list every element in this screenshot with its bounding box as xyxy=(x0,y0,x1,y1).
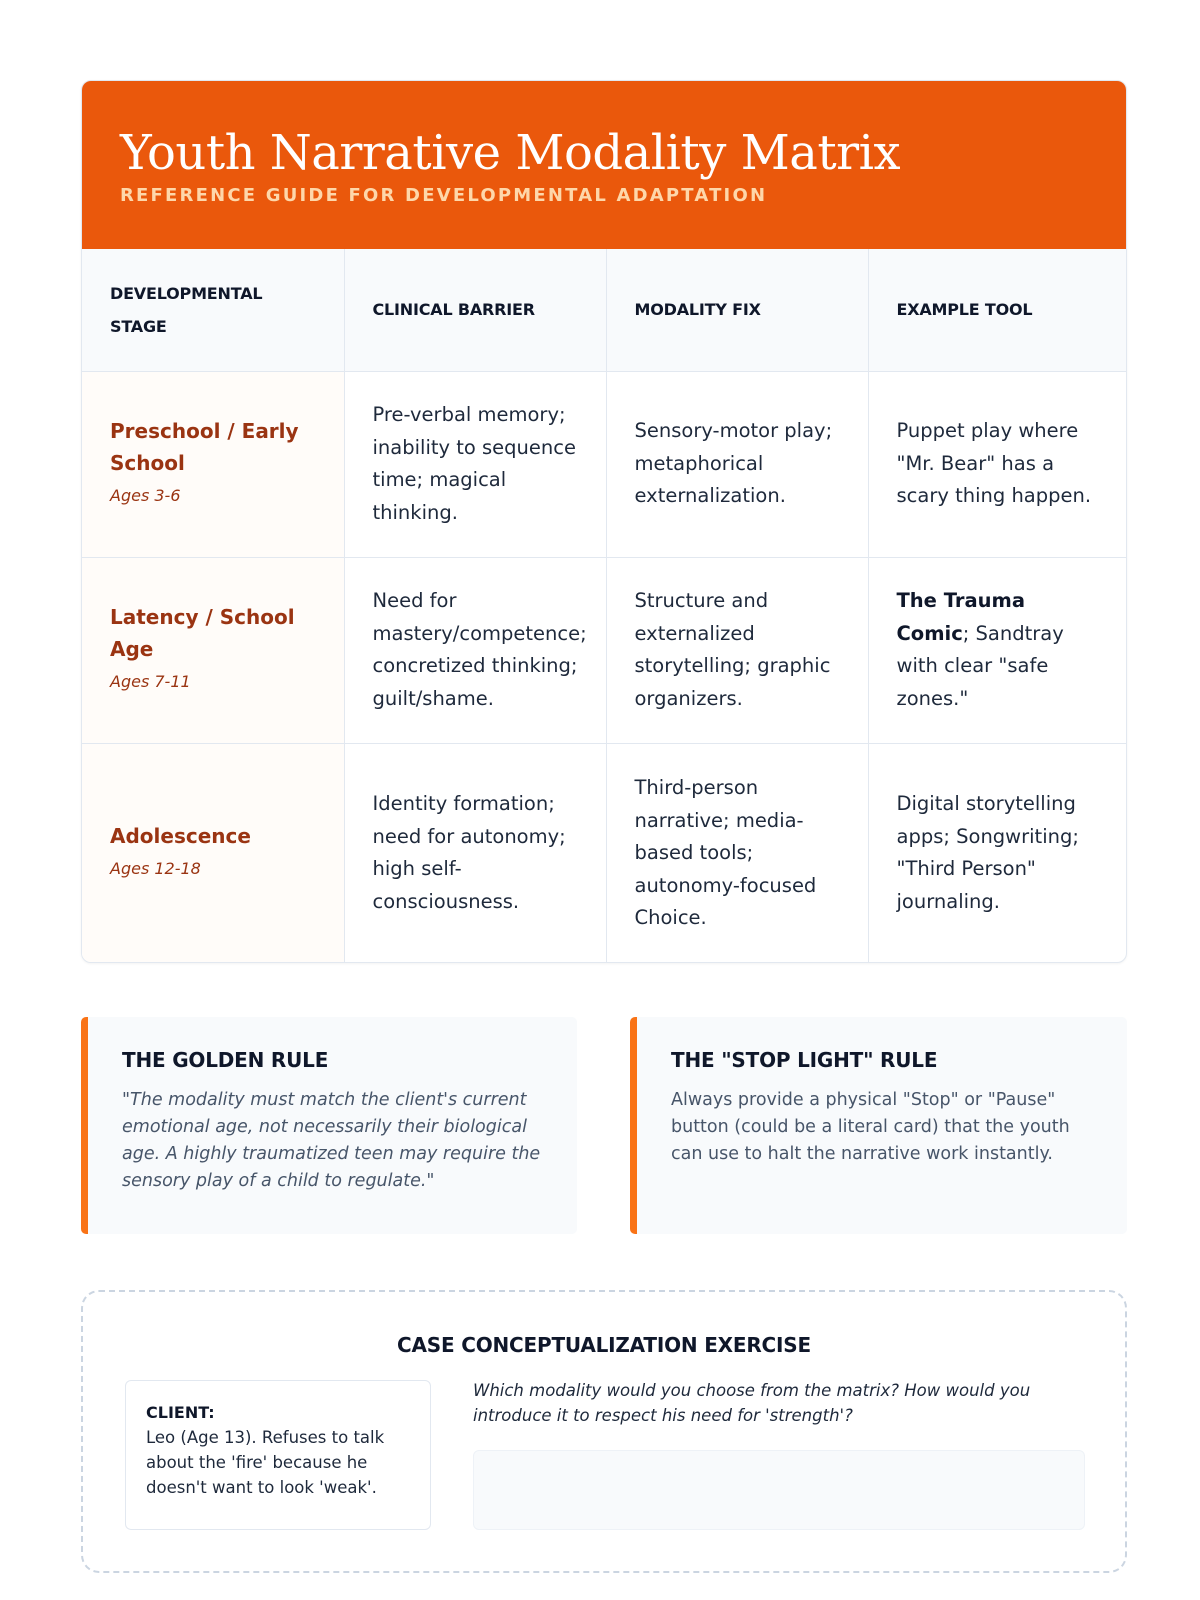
client-card xyxy=(125,1380,431,1530)
stop-light-rule-box xyxy=(630,1017,1127,1234)
tool-cell xyxy=(868,557,1127,743)
stage-cell xyxy=(82,371,344,557)
stage-name: Latency / School Age xyxy=(110,605,295,661)
stage-ages: Ages 3-6 xyxy=(110,486,181,505)
fix-cell: Structure and externalized storytelling; graphic organizers. xyxy=(606,557,868,743)
barrier-cell: Need for mastery/competence; concretized thinking; guilt/shame. xyxy=(344,557,606,743)
golden-rule-heading: THE GOLDEN RULE xyxy=(122,1048,329,1072)
page-title: Youth Narrative Modality Matrix xyxy=(120,125,901,181)
stage-name: Preschool / Early School xyxy=(110,419,299,475)
matrix-header xyxy=(82,81,1126,249)
answer-input[interactable] xyxy=(473,1450,1085,1530)
stage-name: Adolescence xyxy=(110,824,251,849)
golden-rule-box xyxy=(81,1017,577,1234)
stage-cell xyxy=(82,557,344,743)
tool-text: Puppet play where "Mr. Bear" has a scary thing happen. xyxy=(896,419,1092,508)
tool-cell xyxy=(868,743,1127,963)
fix-cell: Third-person narrative; media-based tools; autonomy-focused Choice. xyxy=(606,743,868,963)
client-description: Leo (Age 13). Refuses to talk about the 'fire' because he doesn't want to look 'weak'. xyxy=(146,1428,385,1497)
page-subtitle: REFERENCE GUIDE FOR DEVELOPMENTAL ADAPTATION xyxy=(120,185,768,206)
stop-light-rule-text: Always provide a physical "Stop" or "Pause" button (could be a literal card) that the youth can use to halt the narrative work instantly. xyxy=(671,1090,1070,1164)
client-label: CLIENT: xyxy=(146,1403,215,1422)
tool-text: ; Sandtray with clear "safe zones." xyxy=(896,621,1064,710)
stage-cell xyxy=(82,743,344,963)
table-row xyxy=(82,371,1127,557)
column-header-fix: MODALITY FIX xyxy=(606,249,868,371)
golden-rule-text: "The modality must match the client's current emotional age, not necessarily their biological age. A highly traumatized teen may require the sensory play of a child to regulate." xyxy=(122,1090,541,1191)
exercise-title: CASE CONCEPTUALIZATION EXERCISE xyxy=(397,1333,811,1357)
table-row xyxy=(82,743,1127,963)
stage-ages: Ages 7-11 xyxy=(110,672,191,691)
column-header-stage: DEVELOPMENTAL STAGE xyxy=(82,249,344,371)
fix-cell: Sensory-motor play; metaphorical externalization. xyxy=(606,371,868,557)
table-row xyxy=(82,557,1127,743)
tool-text: Digital storytelling apps; Songwriting; "Third Person" journaling. xyxy=(896,792,1079,913)
modality-matrix-card xyxy=(81,80,1127,963)
column-header-barrier: CLINICAL BARRIER xyxy=(344,249,606,371)
exercise-question: Which modality would you choose from the matrix? How would you introduce it to respect his need for 'strength'? xyxy=(473,1381,1031,1425)
tool-name: The Trauma Comic xyxy=(896,589,1025,645)
barrier-cell: Identity formation; need for autonomy; high self-consciousness. xyxy=(344,743,606,963)
barrier-cell: Pre-verbal memory; inability to sequence time; magical thinking. xyxy=(344,371,606,557)
column-header-tool: EXAMPLE TOOL xyxy=(868,249,1127,371)
stop-light-rule-heading: THE "STOP LIGHT" RULE xyxy=(671,1048,938,1072)
modality-matrix-table xyxy=(82,249,1127,963)
case-exercise-box xyxy=(81,1290,1127,1573)
tool-cell xyxy=(868,371,1127,557)
table-header-row xyxy=(82,249,1127,371)
stage-ages: Ages 12-18 xyxy=(110,859,201,879)
